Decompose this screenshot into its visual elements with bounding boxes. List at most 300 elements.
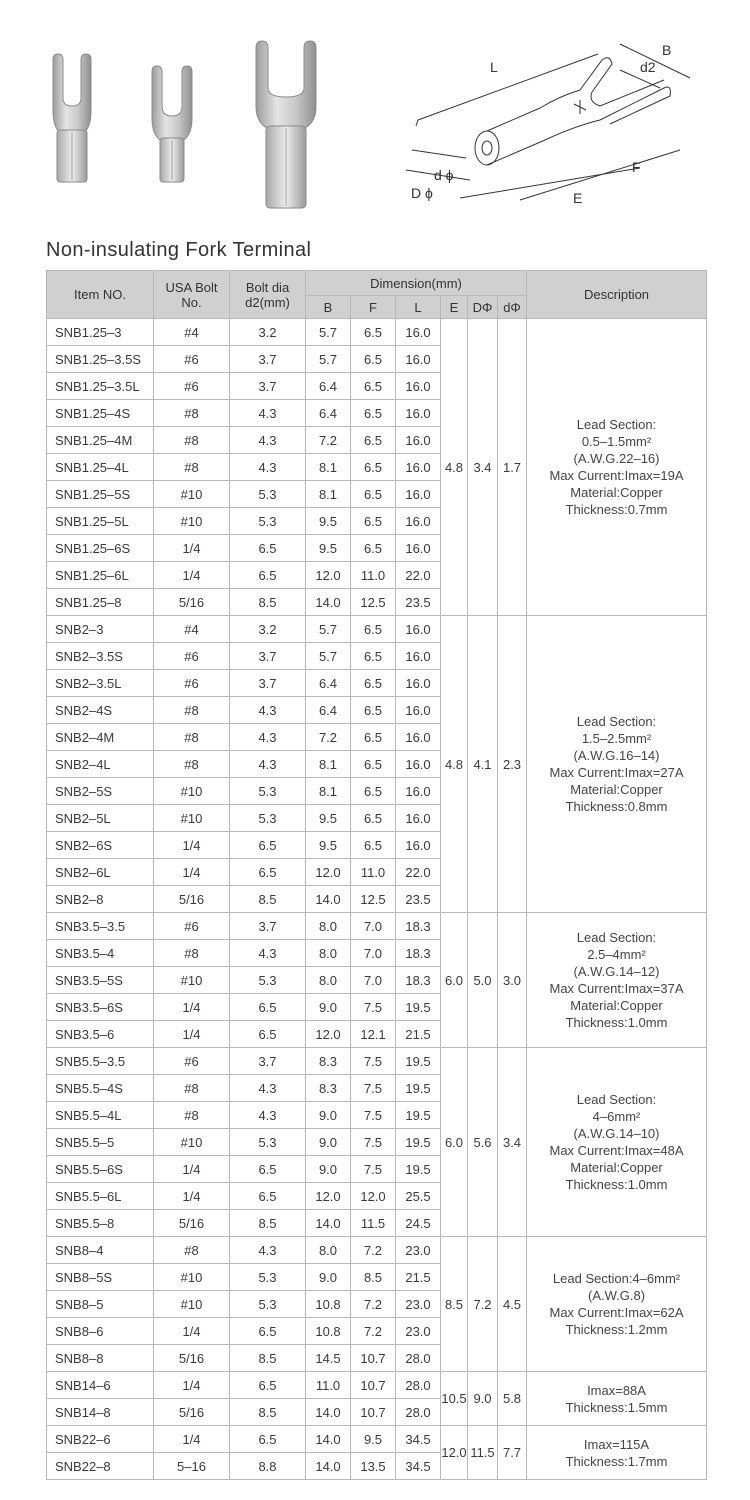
cell-dia: 3.2 bbox=[230, 616, 306, 643]
table-row bbox=[47, 616, 707, 643]
cell-DPhi: 5.0 bbox=[468, 913, 498, 1048]
description-line: (A.W.G.14–12) bbox=[573, 964, 660, 979]
cell-dia: 6.5 bbox=[230, 1183, 306, 1210]
col-dia: Bolt dia d2(mm) bbox=[230, 271, 306, 319]
cell-bolt: #10 bbox=[154, 1129, 230, 1156]
cell-item: SNB1.25–4L bbox=[47, 454, 154, 481]
cell-DPhi: 5.6 bbox=[468, 1048, 498, 1237]
cell-bolt: 1/4 bbox=[154, 1426, 230, 1453]
cell-item: SNB2–4M bbox=[47, 724, 154, 751]
cell-dia: 5.3 bbox=[230, 1264, 306, 1291]
cell-item: SNB3.5–4 bbox=[47, 940, 154, 967]
fork-terminal-photo-medium bbox=[152, 66, 192, 182]
cell-F: 7.5 bbox=[351, 1129, 396, 1156]
description-line: (A.W.G.14–10) bbox=[573, 1126, 660, 1141]
cell-B: 9.5 bbox=[306, 508, 351, 535]
cell-description bbox=[527, 913, 707, 1048]
cell-L: 19.5 bbox=[396, 994, 441, 1021]
cell-bolt: #10 bbox=[154, 1264, 230, 1291]
cell-B: 9.0 bbox=[306, 1264, 351, 1291]
cell-item: SNB5.5–8 bbox=[47, 1210, 154, 1237]
cell-bolt: #8 bbox=[154, 697, 230, 724]
cell-L: 19.5 bbox=[396, 1102, 441, 1129]
label-E: E bbox=[573, 190, 583, 206]
cell-F: 6.5 bbox=[351, 535, 396, 562]
cell-L: 23.0 bbox=[396, 1291, 441, 1318]
cell-F: 7.5 bbox=[351, 1075, 396, 1102]
cell-F: 7.2 bbox=[351, 1318, 396, 1345]
cell-E: 4.8 bbox=[441, 319, 468, 616]
cell-L: 34.5 bbox=[396, 1453, 441, 1480]
description-line: Max Current:Imax=48A bbox=[549, 1143, 684, 1158]
cell-F: 8.5 bbox=[351, 1264, 396, 1291]
cell-DPhi: 3.4 bbox=[468, 319, 498, 616]
cell-dia: 5.3 bbox=[230, 967, 306, 994]
cell-item: SNB2–6L bbox=[47, 859, 154, 886]
description-line: Thickness:1.7mm bbox=[565, 1453, 668, 1469]
description-line: (A.W.G.16–14) bbox=[573, 748, 660, 763]
cell-L: 25.5 bbox=[396, 1183, 441, 1210]
cell-item: SNB1.25–6L bbox=[47, 562, 154, 589]
cell-F: 7.5 bbox=[351, 994, 396, 1021]
description-line: Thickness:0.7mm bbox=[565, 502, 668, 517]
cell-dia: 5.3 bbox=[230, 778, 306, 805]
cell-item: SNB14–6 bbox=[47, 1372, 154, 1399]
description-line: Imax=88A bbox=[587, 1382, 646, 1398]
cell-F: 7.0 bbox=[351, 940, 396, 967]
cell-bolt: 1/4 bbox=[154, 535, 230, 562]
cell-F: 6.5 bbox=[351, 670, 396, 697]
cell-F: 9.5 bbox=[351, 1426, 396, 1453]
cell-bolt: #10 bbox=[154, 508, 230, 535]
cell-item: SNB8–5S bbox=[47, 1264, 154, 1291]
description-line: Thickness:1.0mm bbox=[565, 1015, 668, 1030]
cell-B: 9.5 bbox=[306, 535, 351, 562]
cell-B: 6.4 bbox=[306, 373, 351, 400]
cell-description bbox=[527, 319, 707, 616]
cell-E: 10.5 bbox=[441, 1372, 468, 1426]
cell-dia: 8.5 bbox=[230, 589, 306, 616]
cell-item: SNB2–3 bbox=[47, 616, 154, 643]
description-line: Lead Section: bbox=[576, 930, 657, 945]
cell-bolt: #8 bbox=[154, 940, 230, 967]
cell-F: 6.5 bbox=[351, 508, 396, 535]
description-line: Imax=115A bbox=[583, 1436, 650, 1452]
col-E: E bbox=[441, 296, 468, 319]
cell-dia: 6.5 bbox=[230, 535, 306, 562]
cell-B: 8.1 bbox=[306, 778, 351, 805]
cell-item: SNB1.25–3.5L bbox=[47, 373, 154, 400]
cell-bolt: #10 bbox=[154, 1291, 230, 1318]
cell-bolt: 1/4 bbox=[154, 859, 230, 886]
col-B: B bbox=[306, 296, 351, 319]
cell-item: SNB1.25–4S bbox=[47, 400, 154, 427]
cell-B: 10.8 bbox=[306, 1318, 351, 1345]
description-line: 1.5–2.5mm² bbox=[581, 731, 652, 746]
cell-dPhi: 3.4 bbox=[498, 1048, 527, 1237]
cell-L: 16.0 bbox=[396, 670, 441, 697]
cell-description bbox=[527, 616, 707, 913]
cell-dia: 6.5 bbox=[230, 832, 306, 859]
cell-dia: 5.3 bbox=[230, 508, 306, 535]
cell-bolt: #10 bbox=[154, 778, 230, 805]
cell-F: 13.5 bbox=[351, 1453, 396, 1480]
description-line: Max Current:Imax=27A bbox=[549, 765, 684, 780]
cell-item: SNB5.5–4S bbox=[47, 1075, 154, 1102]
cell-F: 6.5 bbox=[351, 697, 396, 724]
cell-L: 22.0 bbox=[396, 859, 441, 886]
page-title: Non-insulating Fork Terminal bbox=[46, 239, 312, 261]
cell-L: 23.0 bbox=[396, 1318, 441, 1345]
col-item: Item NO. bbox=[47, 271, 154, 319]
cell-dia: 6.5 bbox=[230, 1372, 306, 1399]
cell-bolt: #8 bbox=[154, 751, 230, 778]
cell-B: 5.7 bbox=[306, 346, 351, 373]
cell-bolt: 1/4 bbox=[154, 1372, 230, 1399]
cell-bolt: #6 bbox=[154, 643, 230, 670]
cell-bolt: 1/4 bbox=[154, 1021, 230, 1048]
cell-item: SNB22–8 bbox=[47, 1453, 154, 1480]
cell-dPhi: 3.0 bbox=[498, 913, 527, 1048]
label-d2: d2 bbox=[640, 59, 656, 75]
cell-dPhi: 2.3 bbox=[498, 616, 527, 913]
cell-bolt: 5/16 bbox=[154, 1210, 230, 1237]
cell-F: 12.5 bbox=[351, 589, 396, 616]
cell-L: 21.5 bbox=[396, 1021, 441, 1048]
cell-F: 7.5 bbox=[351, 1102, 396, 1129]
cell-item: SNB5.5–6L bbox=[47, 1183, 154, 1210]
cell-DPhi: 9.0 bbox=[468, 1372, 498, 1426]
cell-bolt: 1/4 bbox=[154, 1156, 230, 1183]
cell-dPhi: 4.5 bbox=[498, 1237, 527, 1372]
cell-bolt: 1/4 bbox=[154, 562, 230, 589]
cell-item: SNB1.25–5L bbox=[47, 508, 154, 535]
cell-bolt: #8 bbox=[154, 1075, 230, 1102]
cell-B: 8.0 bbox=[306, 967, 351, 994]
description-line: 0.5–1.5mm² bbox=[581, 434, 652, 449]
cell-description bbox=[527, 1237, 707, 1372]
cell-item: SNB8–4 bbox=[47, 1237, 154, 1264]
table-row bbox=[47, 319, 707, 346]
cell-dia: 6.5 bbox=[230, 859, 306, 886]
cell-L: 34.5 bbox=[396, 1426, 441, 1453]
cell-B: 8.1 bbox=[306, 454, 351, 481]
cell-dia: 3.7 bbox=[230, 1048, 306, 1075]
cell-item: SNB5.5–5 bbox=[47, 1129, 154, 1156]
cell-dia: 5.3 bbox=[230, 1129, 306, 1156]
cell-bolt: #10 bbox=[154, 967, 230, 994]
cell-B: 14.0 bbox=[306, 1399, 351, 1426]
cell-L: 16.0 bbox=[396, 400, 441, 427]
cell-L: 18.3 bbox=[396, 967, 441, 994]
cell-dia: 8.8 bbox=[230, 1453, 306, 1480]
cell-bolt: #8 bbox=[154, 427, 230, 454]
cell-dia: 4.3 bbox=[230, 454, 306, 481]
cell-bolt: #6 bbox=[154, 913, 230, 940]
description-line: Max Current:Imax=37A bbox=[549, 981, 684, 996]
cell-bolt: #8 bbox=[154, 1237, 230, 1264]
cell-F: 7.2 bbox=[351, 1291, 396, 1318]
cell-L: 16.0 bbox=[396, 805, 441, 832]
cell-dia: 6.5 bbox=[230, 1021, 306, 1048]
cell-B: 12.0 bbox=[306, 1183, 351, 1210]
cell-item: SNB8–5 bbox=[47, 1291, 154, 1318]
cell-F: 12.5 bbox=[351, 886, 396, 913]
cell-item: SNB8–6 bbox=[47, 1318, 154, 1345]
cell-item: SNB1.25–8 bbox=[47, 589, 154, 616]
cell-B: 9.0 bbox=[306, 1102, 351, 1129]
cell-item: SNB1.25–4M bbox=[47, 427, 154, 454]
cell-F: 10.7 bbox=[351, 1399, 396, 1426]
cell-B: 8.0 bbox=[306, 913, 351, 940]
cell-dia: 8.5 bbox=[230, 886, 306, 913]
col-DPhi: DΦ bbox=[468, 296, 498, 319]
cell-dia: 4.3 bbox=[230, 1075, 306, 1102]
description-line: Lead Section: bbox=[576, 417, 657, 432]
cell-item: SNB2–3.5L bbox=[47, 670, 154, 697]
fork-terminal-photo-large bbox=[256, 41, 316, 208]
cell-item: SNB3.5–6 bbox=[47, 1021, 154, 1048]
cell-F: 10.7 bbox=[351, 1372, 396, 1399]
label-Dphi: D ϕ bbox=[411, 185, 433, 201]
cell-L: 28.0 bbox=[396, 1372, 441, 1399]
table-body bbox=[47, 319, 707, 1480]
table-row bbox=[47, 1426, 707, 1453]
cell-dia: 3.7 bbox=[230, 913, 306, 940]
cell-B: 9.5 bbox=[306, 832, 351, 859]
cell-L: 21.5 bbox=[396, 1264, 441, 1291]
cell-bolt: #6 bbox=[154, 346, 230, 373]
cell-E: 12.0 bbox=[441, 1426, 468, 1480]
description-line: Lead Section: bbox=[576, 714, 657, 729]
cell-F: 6.5 bbox=[351, 454, 396, 481]
cell-F: 6.5 bbox=[351, 643, 396, 670]
cell-dia: 6.5 bbox=[230, 1426, 306, 1453]
cell-B: 12.0 bbox=[306, 562, 351, 589]
cell-dia: 3.7 bbox=[230, 670, 306, 697]
cell-L: 16.0 bbox=[396, 778, 441, 805]
description-line: Thickness:0.8mm bbox=[565, 799, 668, 814]
cell-dia: 5.3 bbox=[230, 481, 306, 508]
cell-bolt: #6 bbox=[154, 670, 230, 697]
cell-item: SNB5.5–6S bbox=[47, 1156, 154, 1183]
cell-L: 16.0 bbox=[396, 643, 441, 670]
col-F: F bbox=[351, 296, 396, 319]
table-row bbox=[47, 913, 707, 940]
label-B: B bbox=[662, 42, 672, 58]
cell-B: 5.7 bbox=[306, 616, 351, 643]
cell-B: 14.0 bbox=[306, 1210, 351, 1237]
cell-F: 7.0 bbox=[351, 967, 396, 994]
cell-L: 23.5 bbox=[396, 589, 441, 616]
description-line: Lead Section:4–6mm² bbox=[552, 1271, 681, 1286]
cell-bolt: 5/16 bbox=[154, 589, 230, 616]
product-hero bbox=[0, 0, 750, 232]
description-line: 4–6mm² bbox=[592, 1109, 641, 1124]
cell-L: 16.0 bbox=[396, 616, 441, 643]
cell-description bbox=[527, 1372, 707, 1426]
cell-bolt: #10 bbox=[154, 481, 230, 508]
cell-bolt: #4 bbox=[154, 616, 230, 643]
table-row bbox=[47, 1372, 707, 1399]
cell-bolt: 1/4 bbox=[154, 994, 230, 1021]
cell-bolt: #8 bbox=[154, 454, 230, 481]
description-line: Thickness:1.2mm bbox=[565, 1322, 668, 1337]
cell-bolt: #8 bbox=[154, 400, 230, 427]
cell-F: 6.5 bbox=[351, 778, 396, 805]
cell-B: 6.4 bbox=[306, 400, 351, 427]
cell-dia: 4.3 bbox=[230, 697, 306, 724]
cell-bolt: #4 bbox=[154, 319, 230, 346]
cell-dia: 4.3 bbox=[230, 751, 306, 778]
table-header bbox=[47, 271, 707, 319]
cell-DPhi: 4.1 bbox=[468, 616, 498, 913]
cell-dia: 4.3 bbox=[230, 724, 306, 751]
cell-DPhi: 7.2 bbox=[468, 1237, 498, 1372]
cell-B: 9.0 bbox=[306, 1129, 351, 1156]
cell-B: 5.7 bbox=[306, 643, 351, 670]
cell-B: 8.0 bbox=[306, 940, 351, 967]
cell-E: 6.0 bbox=[441, 1048, 468, 1237]
cell-dPhi: 1.7 bbox=[498, 319, 527, 616]
cell-L: 16.0 bbox=[396, 481, 441, 508]
cell-dia: 6.5 bbox=[230, 562, 306, 589]
cell-description bbox=[527, 1426, 707, 1480]
cell-L: 28.0 bbox=[396, 1399, 441, 1426]
description-line: Thickness:1.0mm bbox=[565, 1177, 668, 1192]
cell-bolt: #8 bbox=[154, 1102, 230, 1129]
description-line: Max Current:Imax=62A bbox=[549, 1305, 684, 1320]
fork-terminal-photo-small bbox=[53, 54, 91, 182]
cell-dia: 6.5 bbox=[230, 1318, 306, 1345]
cell-bolt: 5/16 bbox=[154, 1345, 230, 1372]
cell-L: 16.0 bbox=[396, 535, 441, 562]
cell-L: 16.0 bbox=[396, 427, 441, 454]
cell-B: 14.5 bbox=[306, 1345, 351, 1372]
table-row bbox=[47, 1237, 707, 1264]
cell-item: SNB2–5L bbox=[47, 805, 154, 832]
cell-item: SNB2–4S bbox=[47, 697, 154, 724]
cell-B: 14.0 bbox=[306, 589, 351, 616]
cell-E: 8.5 bbox=[441, 1237, 468, 1372]
cell-E: 6.0 bbox=[441, 913, 468, 1048]
cell-L: 19.5 bbox=[396, 1129, 441, 1156]
cell-bolt: 5/16 bbox=[154, 1399, 230, 1426]
cell-B: 8.3 bbox=[306, 1048, 351, 1075]
cell-L: 24.5 bbox=[396, 1210, 441, 1237]
cell-item: SNB3.5–6S bbox=[47, 994, 154, 1021]
description-line: (A.W.G.8) bbox=[587, 1288, 646, 1303]
cell-F: 7.2 bbox=[351, 1237, 396, 1264]
cell-F: 7.5 bbox=[351, 1048, 396, 1075]
cell-dia: 8.5 bbox=[230, 1345, 306, 1372]
cell-item: SNB1.25–3 bbox=[47, 319, 154, 346]
description-line: Lead Section: bbox=[576, 1092, 657, 1107]
cell-L: 19.5 bbox=[396, 1048, 441, 1075]
label-dphi: d ϕ bbox=[434, 167, 454, 183]
cell-F: 6.5 bbox=[351, 832, 396, 859]
cell-F: 6.5 bbox=[351, 616, 396, 643]
cell-F: 6.5 bbox=[351, 346, 396, 373]
cell-dPhi: 5.8 bbox=[498, 1372, 527, 1426]
cell-description bbox=[527, 1048, 707, 1237]
cell-dia: 4.3 bbox=[230, 427, 306, 454]
cell-F: 6.5 bbox=[351, 373, 396, 400]
cell-F: 6.5 bbox=[351, 751, 396, 778]
cell-F: 6.5 bbox=[351, 724, 396, 751]
cell-dia: 4.3 bbox=[230, 1237, 306, 1264]
cell-B: 9.5 bbox=[306, 805, 351, 832]
cell-item: SNB5.5–4L bbox=[47, 1102, 154, 1129]
description-line: Material:Copper bbox=[570, 998, 663, 1013]
label-F: F bbox=[632, 159, 641, 175]
cell-F: 11.5 bbox=[351, 1210, 396, 1237]
cell-L: 28.0 bbox=[396, 1345, 441, 1372]
cell-B: 7.2 bbox=[306, 724, 351, 751]
cell-dia: 3.2 bbox=[230, 319, 306, 346]
cell-item: SNB1.25–6S bbox=[47, 535, 154, 562]
cell-L: 16.0 bbox=[396, 346, 441, 373]
cell-dia: 4.3 bbox=[230, 940, 306, 967]
cell-L: 18.3 bbox=[396, 940, 441, 967]
cell-item: SNB22–6 bbox=[47, 1426, 154, 1453]
cell-F: 12.0 bbox=[351, 1183, 396, 1210]
cell-B: 5.7 bbox=[306, 319, 351, 346]
cell-bolt: 1/4 bbox=[154, 1318, 230, 1345]
cell-item: SNB1.25–3.5S bbox=[47, 346, 154, 373]
cell-dia: 5.3 bbox=[230, 1291, 306, 1318]
cell-L: 16.0 bbox=[396, 319, 441, 346]
cell-E: 4.8 bbox=[441, 616, 468, 913]
cell-L: 22.0 bbox=[396, 562, 441, 589]
cell-bolt: #6 bbox=[154, 1048, 230, 1075]
cell-L: 16.0 bbox=[396, 373, 441, 400]
description-line: Material:Copper bbox=[570, 1160, 663, 1175]
cell-F: 11.0 bbox=[351, 562, 396, 589]
cell-bolt: #8 bbox=[154, 724, 230, 751]
cell-item: SNB3.5–3.5 bbox=[47, 913, 154, 940]
cell-L: 18.3 bbox=[396, 913, 441, 940]
cell-item: SNB14–8 bbox=[47, 1399, 154, 1426]
description-line: 2.5–4mm² bbox=[587, 947, 646, 962]
col-dimension: Dimension(mm) bbox=[306, 271, 527, 296]
cell-F: 6.5 bbox=[351, 481, 396, 508]
cell-dia: 3.7 bbox=[230, 643, 306, 670]
cell-F: 7.0 bbox=[351, 913, 396, 940]
cell-B: 14.0 bbox=[306, 1453, 351, 1480]
cell-item: SNB2–6S bbox=[47, 832, 154, 859]
cell-item: SNB2–3.5S bbox=[47, 643, 154, 670]
col-bolt: USA Bolt No. bbox=[154, 271, 230, 319]
cell-item: SNB5.5–3.5 bbox=[47, 1048, 154, 1075]
cell-F: 7.5 bbox=[351, 1156, 396, 1183]
cell-L: 16.0 bbox=[396, 832, 441, 859]
cell-item: SNB2–8 bbox=[47, 886, 154, 913]
cell-dia: 3.7 bbox=[230, 373, 306, 400]
cell-dia: 4.3 bbox=[230, 400, 306, 427]
cell-F: 6.5 bbox=[351, 400, 396, 427]
cell-B: 7.2 bbox=[306, 427, 351, 454]
table-row bbox=[47, 1048, 707, 1075]
cell-dia: 8.5 bbox=[230, 1399, 306, 1426]
cell-B: 14.0 bbox=[306, 886, 351, 913]
cell-item: SNB2–5S bbox=[47, 778, 154, 805]
cell-B: 9.0 bbox=[306, 994, 351, 1021]
cell-item: SNB8–8 bbox=[47, 1345, 154, 1372]
cell-dia: 6.5 bbox=[230, 994, 306, 1021]
col-L: L bbox=[396, 296, 441, 319]
cell-B: 8.1 bbox=[306, 751, 351, 778]
